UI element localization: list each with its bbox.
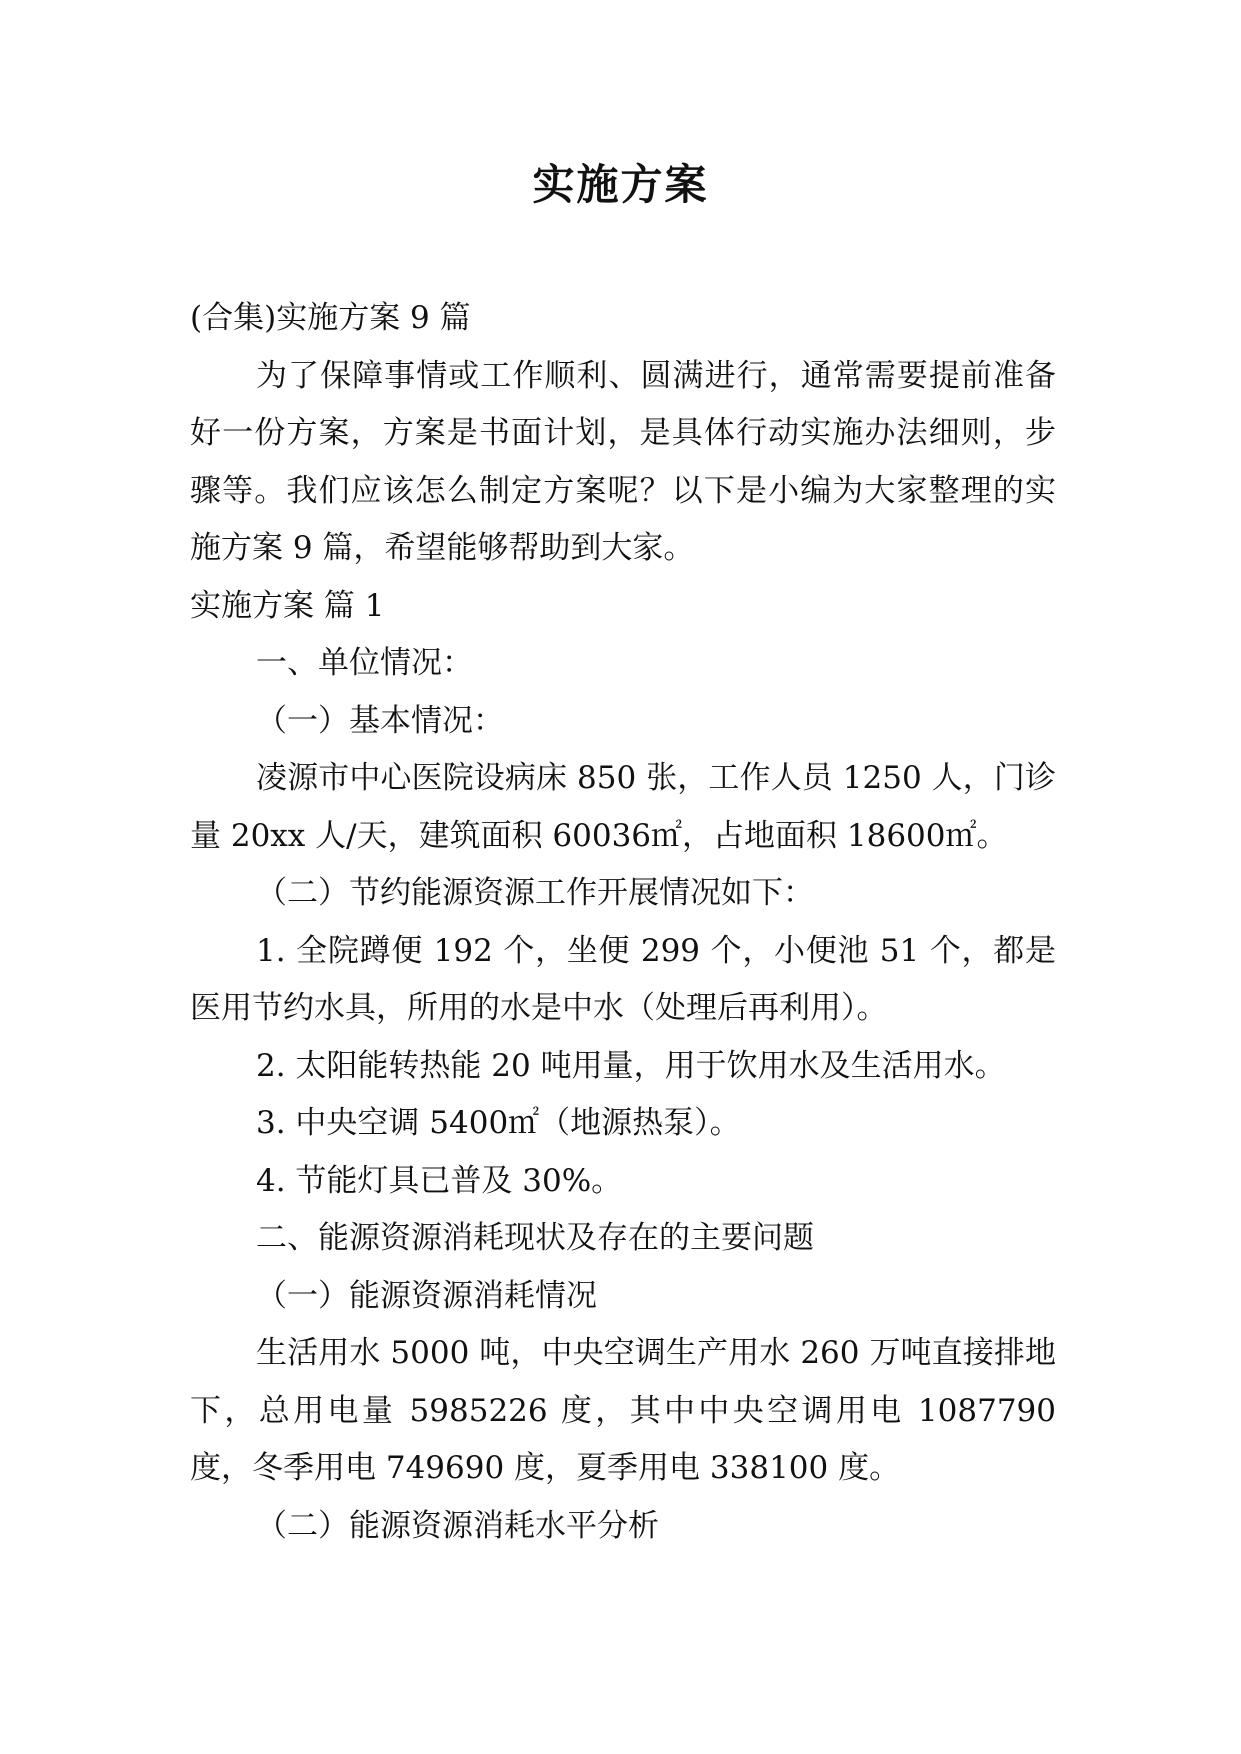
list-item-2: 2. 太阳能转热能 20 吨用量，用于饮用水及生活用水。 bbox=[256, 1047, 1006, 1084]
document-title: 实施方案 bbox=[532, 160, 709, 209]
consumption-paragraph: 生活用水 5000 吨，中央空调生产用水 260 万吨直接排地下，总用电量 5985226 度，其中中央空调用电 1087790 度，冬季用电 749690 度，夏季用电 338100 度。 bbox=[190, 1335, 1056, 1486]
list-item-3: 3. 中央空调 5400㎡（地源热泵）。 bbox=[256, 1105, 741, 1141]
collection-subtitle: (合集)实施方案 9 篇 bbox=[190, 300, 471, 336]
subheading-saving-work: （二）节约能源资源工作开展情况如下： bbox=[256, 875, 814, 911]
heading-unit-situation: 一、单位情况： bbox=[256, 645, 473, 681]
heading-consumption-status: 二、能源资源消耗现状及存在的主要问题 bbox=[256, 1220, 814, 1256]
hospital-basic-paragraph: 凌源市中心医院设病床 850 张，工作人员 1250 人，门诊量 20xx 人/天，建筑面积 60036㎡，占地面积 18600㎡。 bbox=[190, 760, 1056, 854]
list-item-1: 1. 全院蹲便 192 个，坐便 299 个，小便池 51 个，都是医用节约水具，所用的水是中水（处理后再利用）。 bbox=[190, 932, 1056, 1026]
subheading-basic-situation: （一）基本情况： bbox=[256, 702, 504, 739]
list-item-4: 4. 节能灯具已普及 30%。 bbox=[256, 1162, 623, 1199]
subheading-analysis: （二）能源资源消耗水平分析 bbox=[256, 1507, 659, 1544]
subheading-consumption: （一）能源资源消耗情况 bbox=[256, 1277, 597, 1314]
intro-paragraph: 为了保障事情或工作顺利、圆满进行，通常需要提前准备好一份方案，方案是书面计划，是具体行动实施办法细则，步骤等。我们应该怎么制定方案呢？以下是小编为大家整理的实施方案 9 篇，希望能够帮助到大家。 bbox=[190, 357, 1056, 566]
section-heading-part-1: 实施方案 篇 1 bbox=[190, 587, 385, 624]
document-body bbox=[190, 290, 1056, 1555]
